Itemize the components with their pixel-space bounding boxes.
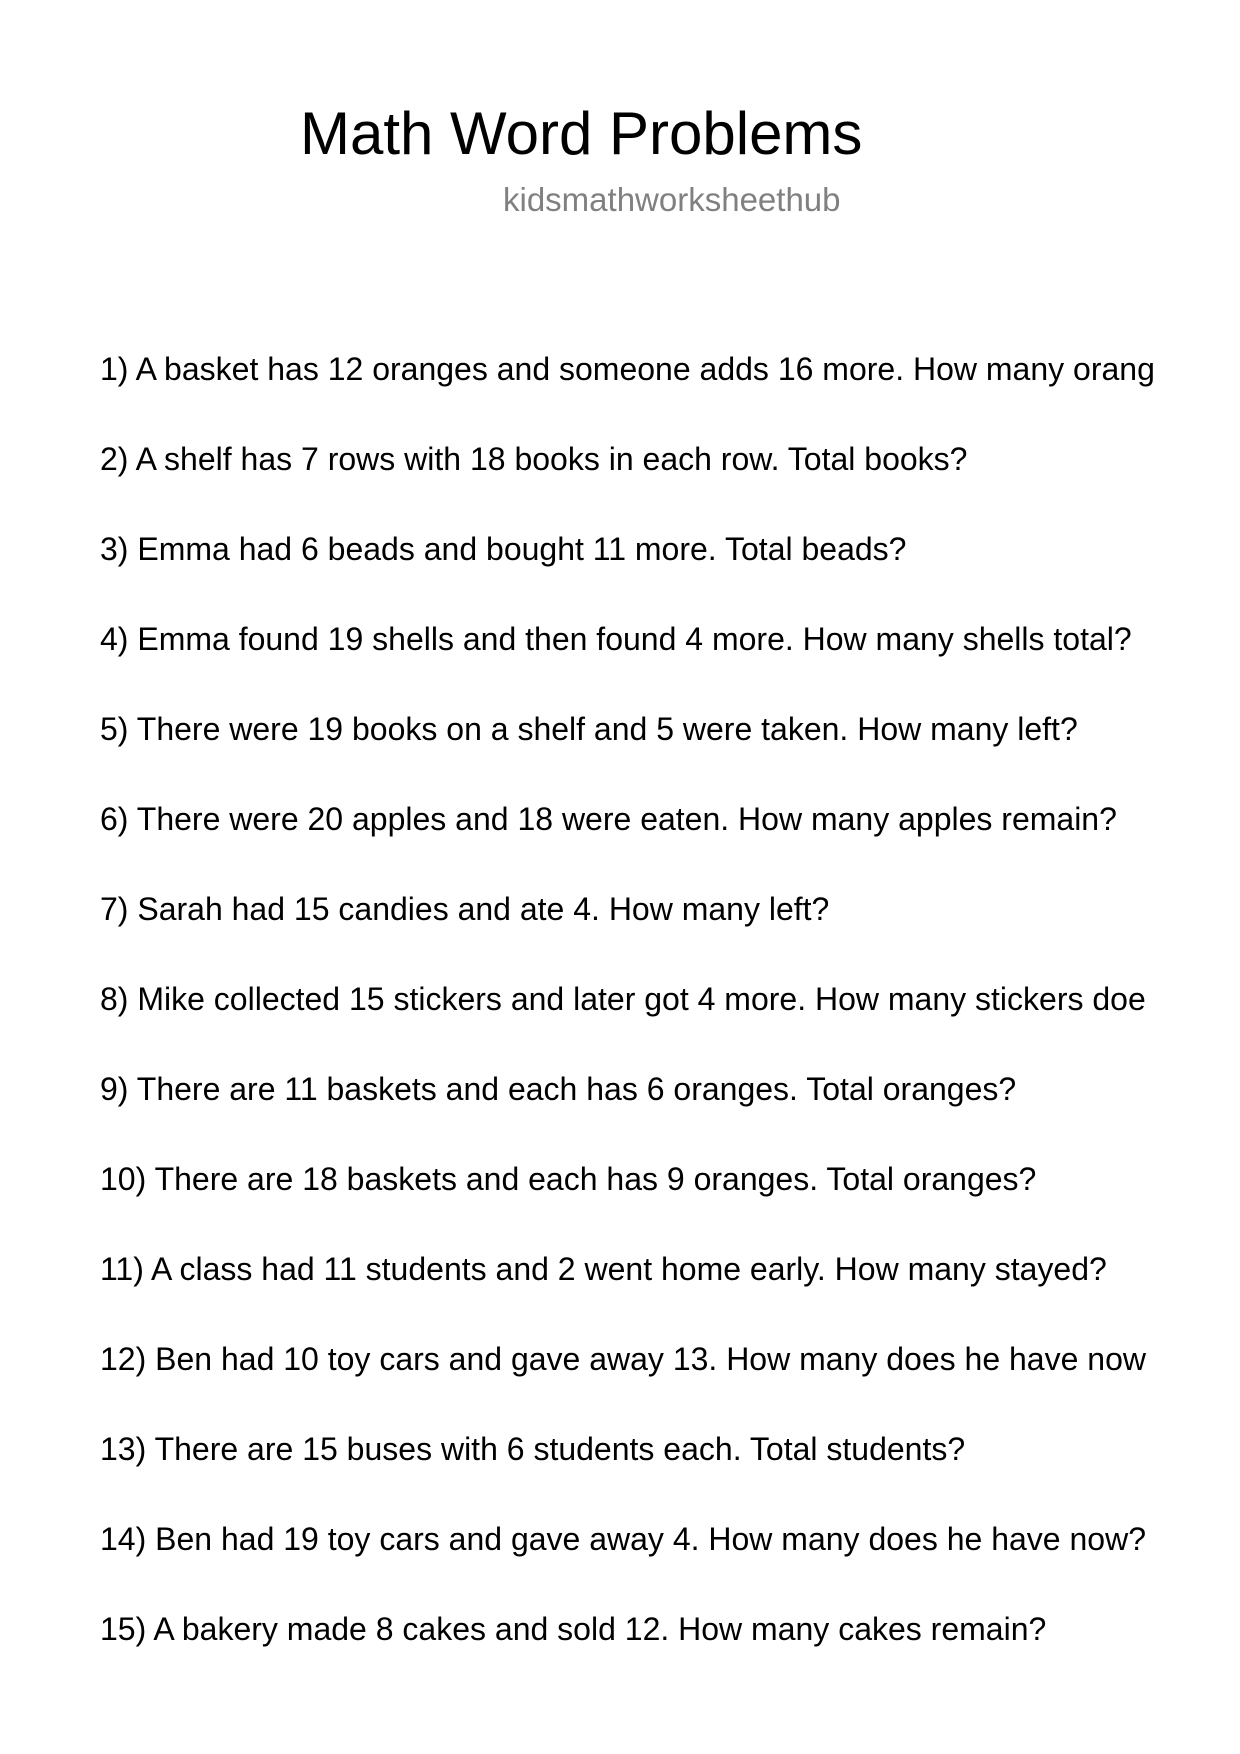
problem-item: 4) Emma found 19 shells and then found 4 more. How many shells total? bbox=[100, 621, 1132, 657]
problem-item: 6) There were 20 apples and 18 were eaten. How many apples remain? bbox=[100, 801, 1117, 837]
problem-item: 1) A basket has 12 oranges and someone adds 16 more. How many orang bbox=[100, 351, 1155, 387]
page-title: Math Word Problems bbox=[300, 100, 863, 167]
problem-item: 13) There are 15 buses with 6 students each. Total students? bbox=[100, 1431, 966, 1467]
problem-item: 14) Ben had 19 toy cars and gave away 4. How many does he have now? bbox=[100, 1521, 1146, 1557]
problem-item: 3) Emma had 6 beads and bought 11 more. Total beads? bbox=[100, 531, 907, 567]
problem-item: 15) A bakery made 8 cakes and sold 12. How many cakes remain? bbox=[100, 1611, 1047, 1647]
problem-item: 2) A shelf has 7 rows with 18 books in each row. Total books? bbox=[100, 441, 968, 477]
problem-item: 9) There are 11 baskets and each has 6 oranges. Total oranges? bbox=[100, 1071, 1017, 1107]
problem-item: 7) Sarah had 15 candies and ate 4. How many left? bbox=[100, 891, 830, 927]
problem-item: 5) There were 19 books on a shelf and 5 were taken. How many left? bbox=[100, 711, 1078, 747]
site-watermark: kidsmathworksheethub bbox=[503, 181, 841, 218]
problem-list bbox=[100, 324, 1240, 1674]
problem-item: 10) There are 18 baskets and each has 9 oranges. Total oranges? bbox=[100, 1161, 1037, 1197]
problem-item: 11) A class had 11 students and 2 went home early. How many stayed? bbox=[100, 1251, 1107, 1287]
problem-item: 8) Mike collected 15 stickers and later got 4 more. How many stickers doe bbox=[100, 981, 1146, 1017]
problem-item: 12) Ben had 10 toy cars and gave away 13. How many does he have now bbox=[100, 1341, 1146, 1377]
